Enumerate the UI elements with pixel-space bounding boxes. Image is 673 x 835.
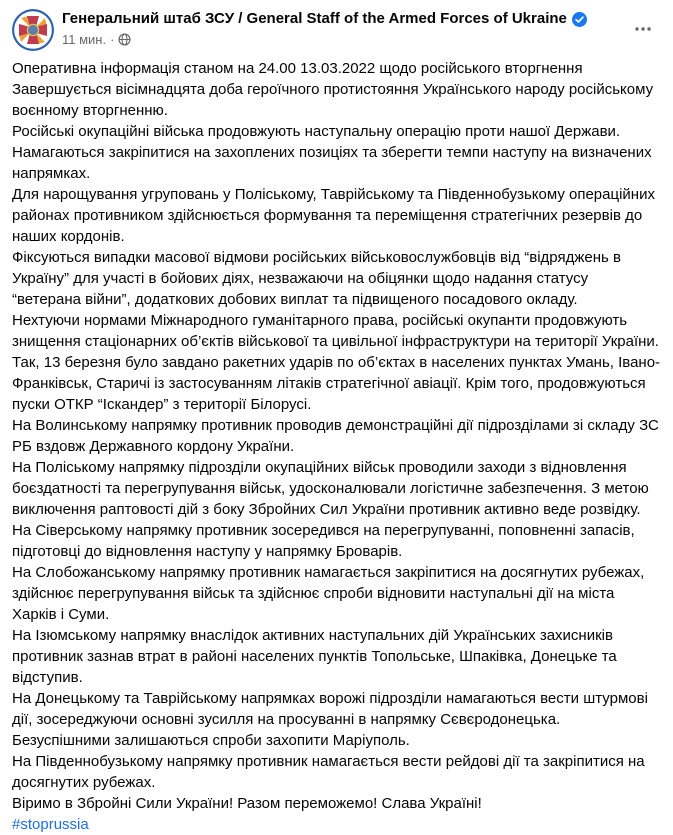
post-timestamp[interactable]: 11 мин. xyxy=(62,32,107,47)
post-paragraph: На Ізюмському напрямку внаслідок активних наступальних дій Українських захисників противник зазнав втрат в районі населених пунктів Топольське, Шпаківка, Донецьке та відступив. xyxy=(12,627,617,686)
post-paragraph: На Південнобузькому напрямку противник намагається вести рейдові дії та закріпитися на досягнутих рубежах. xyxy=(12,753,645,791)
post-paragraph: Для нарощування угруповань у Поліському, Таврійському та Південнобузькому операційних районах противником здійснюється формування та переміщення стратегічних резервів до наших кордонів. xyxy=(12,186,655,245)
post-paragraph: На Сіверському напрямку противник зосередився на перегрупуванні, поповненні запасів, підготовці до відновлення наступу у напрямку Броварів. xyxy=(12,522,635,560)
verified-badge-icon xyxy=(572,12,587,27)
page-name-link[interactable] xyxy=(62,9,627,29)
post-paragraph: Завершується вісімнадцята доба героїчного протистояння Українського народу російському воєнному вторгненню. xyxy=(12,81,654,119)
header-info xyxy=(62,9,627,48)
post-paragraph: Нехтуючи нормами Міжнародного гуманітарного права, російські окупанти продовжують знищення стаціонарних об’єктів військової та цивільної інфраструктури на території України. Так, 13 березня було завдано ракетних ударів по об’єктах в населених пунктах Умань, Івано-Франківськ, Старичі із застосуванням літаків стратегічної авіації. Крім того, продовжуються пуски ОТКР “Іскандер” з території Білорусі. xyxy=(12,312,661,413)
globe-public-icon xyxy=(118,33,131,46)
post-paragraph: На Волинському напрямку противник проводив демонстраційні дії підрозділами зі складу ЗС РБ вздовж Державного кордону України. xyxy=(12,417,659,455)
post-meta xyxy=(62,31,627,48)
post-menu-button[interactable] xyxy=(627,13,659,45)
page-name: Генеральний штаб ЗСУ / General Staff of the Armed Forces of Ukraine xyxy=(62,10,567,27)
more-options-icon xyxy=(633,19,653,39)
post-paragraph: Безуспішними залишаються спроби захопити Маріуполь. xyxy=(12,732,410,749)
post-paragraphs xyxy=(12,58,661,814)
post-text xyxy=(0,55,673,835)
post-paragraph: На Слобожанському напрямку противник намагається закріпитися на досягнутих рубежах, здійснює перегрупування військ та здійснює спроби відновити наступальні дії на міста Харків і Суми. xyxy=(12,564,645,623)
post-paragraph: Оперативна інформація станом на 24.00 13.03.2022 щодо російського вторгнення xyxy=(12,60,583,77)
meta-separator: · xyxy=(110,32,115,47)
post-paragraph: Російські окупаційні війська продовжують наступальну операцію проти нашої Держави. Намагаються закріпитися на захоплених позиціях та зберегти темпи наступу на визначених напрямках. xyxy=(12,123,652,182)
post-header xyxy=(0,0,673,55)
page-avatar[interactable] xyxy=(12,9,54,51)
post-paragraph: На Поліському напрямку підрозділи окупаційних військ проводили заходи з відновлення боєздатності та перегрупування військ, удосконалювали логістичне забезпечення. З метою виключення раптовості дій з боку Збройних Сил України противник активно веде розвідку. xyxy=(12,459,649,518)
post-paragraph: Фіксуються випадки масової відмови російських військовослужбовців від “відряджень в Україну” для участі в бойових діях, незважаючи на обіцянки щодо надання статусу “ветерана війни”, додаткових добових виплат та підвищеного посадового окладу. xyxy=(12,249,621,308)
post-paragraph: Віримо в Збройні Сили України! Разом переможемо! Слава Україні! xyxy=(12,795,482,812)
hashtag-link[interactable]: #stoprussia xyxy=(12,816,89,833)
post-paragraph: На Донецькому та Таврійському напрямках ворожі підрозділи намагаються вести штурмові дії, зосереджуючи основні зусилля на просуванні в напрямку Сєвєродонецька. xyxy=(12,690,648,728)
